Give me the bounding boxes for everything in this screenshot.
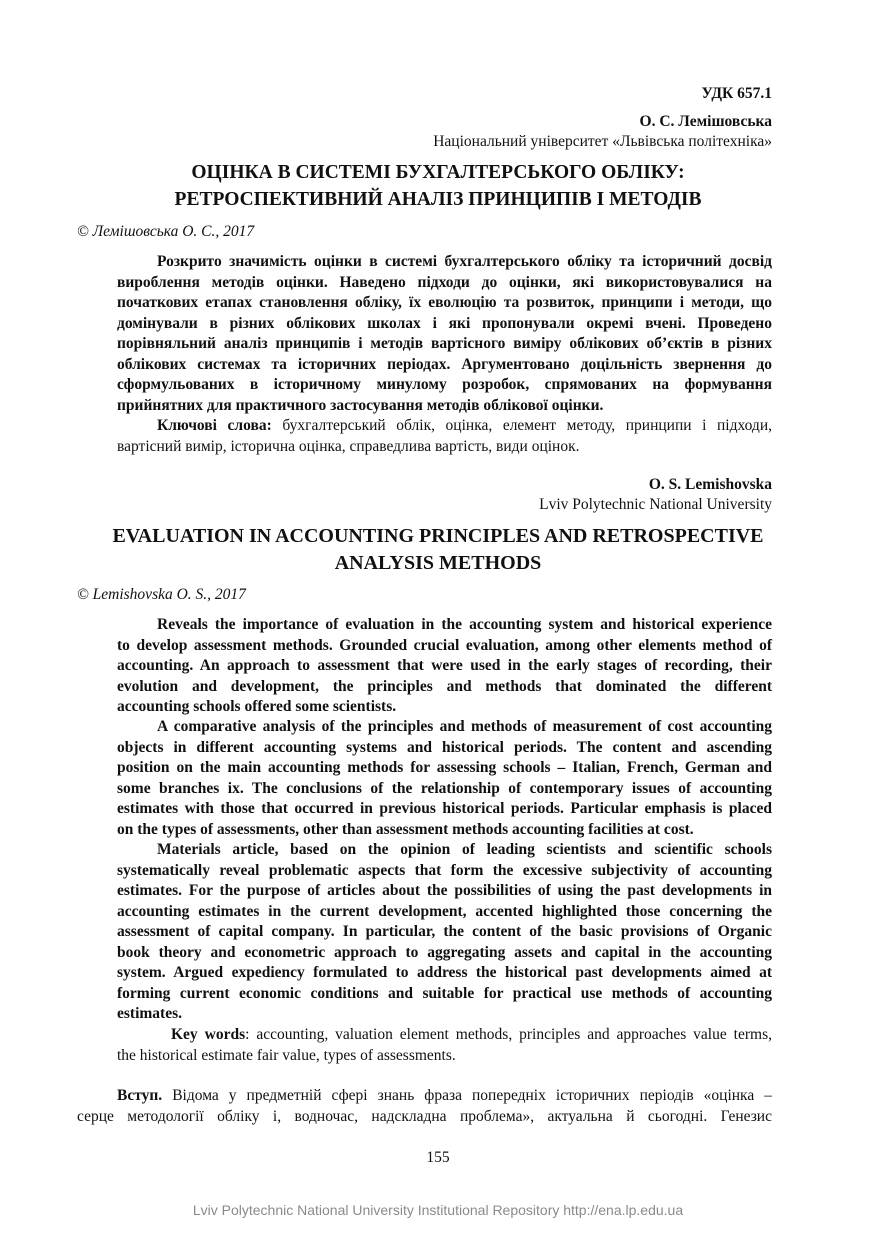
line-text: A comparative analysis of the principles and methods of measurement of cost accounting — [157, 718, 772, 735]
line-text: прийнятних для практичного застосування методів облікової оцінки. — [117, 396, 604, 414]
keywords-ua — [117, 416, 772, 457]
text-line — [117, 375, 772, 396]
text-line — [117, 437, 772, 458]
text-line — [117, 758, 772, 779]
repository-footer: Lviv Polytechnic National University Institutional Repository http://ena.lp.edu.ua — [192, 1202, 684, 1218]
line-text: to develop assessment methods. Grounded crucial evaluation, among other elements method of — [117, 636, 772, 654]
line-text: system. Argued expediency formulated to address the historical past developments aimed at — [117, 964, 772, 981]
page-number: 155 — [426, 1149, 450, 1166]
line-text: бухгалтерський облік, оцінка, елемент методу, принципи і підходи, — [271, 417, 772, 434]
title-en — [60, 523, 816, 577]
affiliation-en: Lviv Polytechnic National University — [539, 496, 772, 513]
text-line — [117, 677, 772, 698]
line-text: position on the main accounting methods for assessing schools – Italian, French, German and — [117, 759, 772, 776]
copyright-en: © Lemishovska O. S., 2017 — [77, 586, 246, 603]
abstract-en-paragraph — [117, 840, 772, 1025]
text-line — [117, 1025, 772, 1046]
line-text: accounting. An approach to assessment that were used in the early stages of recording, their — [117, 657, 772, 674]
text-line — [77, 1107, 772, 1128]
line-text: assessment of capital company. In particular, the content of the basic provisions of Organic — [117, 923, 772, 940]
text-line — [117, 881, 772, 902]
text-line — [117, 1046, 772, 1067]
line-text: серце методології обліку і, водночас, надскладна проблема», актуальна й сьогодні. Генезис — [77, 1107, 772, 1125]
line-text: systematically reveal problematic aspects that form the excessive subjectivity of accounting — [117, 861, 772, 879]
line-text: forming current economic conditions and suitable for practical use methods of accounting — [117, 984, 772, 1002]
text-line — [117, 697, 772, 718]
title-line: ANALYSIS METHODS — [334, 552, 542, 574]
line-text: : accounting, valuation element methods, principles and approaches value terms, — [245, 1026, 772, 1043]
text-line — [117, 922, 772, 943]
line-text: accounting estimates in the current development, accented highlighted those concerning the — [117, 902, 772, 920]
text-line — [117, 636, 772, 657]
line-text: облікових системах та історичних періодах. Аргументовано доцільність звернення до — [117, 355, 772, 373]
title-ua — [60, 159, 816, 213]
text-line — [117, 738, 772, 759]
text-line — [117, 615, 772, 636]
line-text: вартісний вимір, історична оцінка, справедлива вартість, види оцінок. — [117, 437, 580, 455]
line-text: початкових етапах становлення обліку, їх еволюцію та розвиток, принципи і методи, що — [117, 294, 772, 311]
text-line — [117, 334, 772, 355]
text-line — [117, 799, 772, 820]
text-line — [117, 943, 772, 964]
line-text: some branches ix. The conclusions of the relationship of contemporary issues of accounting — [117, 779, 772, 797]
text-line — [117, 984, 772, 1005]
line-text: estimates. For the purpose of articles about the possibilities of using the past developments in — [117, 882, 772, 899]
inline-label: Ключові слова: — [157, 417, 272, 434]
text-line — [117, 1004, 772, 1025]
line-text: evolution and development, the principles and methods that dominated the different — [117, 677, 772, 695]
text-line — [117, 293, 772, 314]
text-line — [117, 355, 772, 376]
line-text: Розкрито значимість оцінки в системі бухгалтерського обліку та історичний досвід — [157, 253, 772, 270]
text-line — [117, 656, 772, 677]
udc-code: УДК 657.1 — [701, 85, 772, 102]
line-text: сформульованих в історичному минулому розробок, спрямованих на формування — [117, 376, 772, 393]
line-text: on the types of assessments, other than assessment methods accounting facilities at cost. — [117, 820, 694, 838]
line-text: Materials article, based on the opinion of leading scientists and scientific schools — [157, 841, 772, 858]
abstract-en-paragraph — [117, 615, 772, 718]
text-line — [117, 314, 772, 335]
text-line — [117, 902, 772, 923]
intro-paragraph — [77, 1086, 772, 1127]
text-line — [117, 963, 772, 984]
line-text: домінували в різних облікових школах і які пропонували окремі вчені. Проведено — [117, 314, 772, 332]
keywords-en — [117, 1025, 772, 1066]
line-text: objects in different accounting systems and historical periods. The content and ascending — [117, 738, 772, 756]
line-text: accounting schools offered some scientists. — [117, 698, 397, 715]
line-text: estimates with those that occurred in previous historical periods. Particular emphasis is placed — [117, 800, 772, 817]
title-line: РЕТРОСПЕКТИВНИЙ АНАЛІЗ ПРИНЦИПІВ І МЕТОДІВ — [174, 189, 702, 210]
text-line — [117, 717, 772, 738]
line-text: вироблення методів оцінки. Наведено підходи до оцінки, які використовувалися на — [117, 273, 772, 291]
text-line — [77, 1086, 772, 1107]
author-ua: О. С. Лемішовська — [639, 113, 772, 130]
abstract-en-paragraph — [117, 717, 772, 840]
author-en: O. S. Lemishovska — [648, 476, 772, 493]
line-text: порівняльний аналіз принципів і методів вартісного виміру облікових об’єктів в різних — [117, 335, 772, 352]
line-text: book theory and econometric approach to aggregating assets and capital in the accounting — [117, 943, 772, 961]
text-line — [117, 416, 772, 437]
abstract-ua — [117, 252, 772, 416]
line-text: estimates. — [117, 1005, 182, 1022]
title-line: ОЦІНКА В СИСТЕМІ БУХГАЛТЕРСЬКОГО ОБЛІКУ: — [191, 162, 685, 183]
line-text: the historical estimate fair value, types of assessments. — [117, 1046, 456, 1064]
inline-label: Key words — [171, 1026, 246, 1043]
affiliation-ua: Національний університет «Львівська політехніка» — [433, 133, 772, 150]
text-line — [117, 861, 772, 882]
line-text: Відома у предметній сфері знань фраза попередніх історичних періодів «оцінка – — [162, 1087, 772, 1104]
title-line: EVALUATION IN ACCOUNTING PRINCIPLES AND RETROSPECTIVE — [112, 525, 764, 547]
text-line — [117, 820, 772, 841]
text-line — [117, 396, 772, 417]
line-text: Reveals the importance of evaluation in the accounting system and historical experience — [157, 616, 772, 633]
text-line — [117, 273, 772, 294]
text-line — [117, 779, 772, 800]
inline-label: Вступ. — [117, 1087, 163, 1104]
copyright-ua: © Лемішовська О. С., 2017 — [77, 223, 255, 240]
text-line — [117, 840, 772, 861]
text-line — [117, 252, 772, 273]
